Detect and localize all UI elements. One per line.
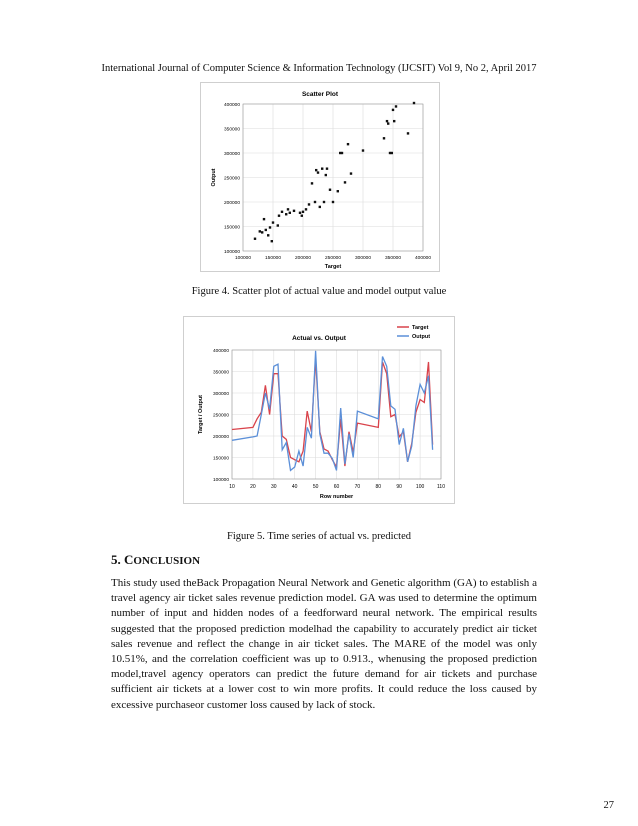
data-point — [362, 149, 364, 151]
x-tick-label: 40 — [291, 484, 298, 490]
figure-4-scatter-plot — [200, 82, 440, 272]
data-point — [323, 201, 325, 203]
data-point — [301, 215, 303, 217]
data-point — [254, 238, 256, 240]
section-number: 5. C — [111, 552, 134, 567]
data-point — [302, 211, 304, 213]
data-point — [281, 211, 283, 213]
page-number: 27 — [603, 800, 614, 811]
data-point — [278, 215, 280, 217]
section-title: ONCLUSION — [133, 555, 201, 567]
data-point — [321, 167, 323, 169]
data-point — [259, 230, 261, 232]
data-point — [293, 210, 295, 212]
data-point — [271, 240, 273, 242]
data-point — [311, 182, 313, 184]
data-point — [314, 201, 316, 203]
x-tick-label: 400000 — [414, 256, 432, 261]
y-axis-label: Output — [211, 168, 217, 187]
data-point — [263, 218, 265, 220]
y-tick-label: 150000 — [223, 225, 240, 231]
data-point — [285, 213, 287, 215]
data-point — [392, 109, 394, 111]
data-point — [308, 203, 310, 205]
y-axis-label: Target / Output — [198, 394, 204, 435]
x-tick-label: 90 — [396, 484, 402, 490]
x-tick-label: 100000 — [234, 256, 252, 261]
x-tick-label: 300000 — [354, 256, 372, 261]
y-tick-label: 200000 — [212, 435, 229, 440]
y-tick-label: 350000 — [212, 370, 229, 376]
line-chart — [184, 317, 454, 503]
y-tick-label: 100000 — [212, 478, 229, 483]
data-point — [347, 143, 349, 145]
conclusion-paragraph: This study used theBack Propagation Neural Network and Genetic algorithm (GA) to establish a travel agency air ticket sales revenue prediction model. GA was used to determine the optimum number of input and hidden nodes of a feedforward neural network. The empirical results suggested that the proposed prediction modelhad the capability to accurately predict air ticket sales revenue and reflect the change in air ticket sales. The MARE of the model was only 10.51%, and the correlation coefficient was up to 0.913., whenusing the proposed prediction model,travel agency operators can predict the future demand for air tickets and purchase sufficient air tickets at a lower cost to win more profits. It could reduce the loss caused by excessive purchaseor customer loss caused by lack of stock. — [111, 577, 537, 711]
data-point — [267, 234, 269, 236]
data-point — [337, 190, 339, 192]
x-tick-label: 80 — [375, 484, 382, 490]
x-tick-label: 250000 — [324, 256, 342, 261]
data-point — [395, 105, 397, 107]
data-point — [305, 208, 307, 210]
chart-title: Scatter Plot — [301, 91, 339, 98]
y-tick-label: 400000 — [212, 349, 229, 354]
y-tick-label: 150000 — [212, 456, 229, 462]
data-point — [319, 206, 321, 208]
data-point — [299, 212, 301, 214]
data-point — [393, 120, 395, 122]
x-axis-label: Target — [324, 264, 342, 270]
legend-label-output: Output — [412, 334, 431, 340]
y-tick-label: 400000 — [223, 103, 240, 108]
data-point — [341, 152, 343, 154]
data-point — [287, 208, 289, 210]
figure-5-time-series — [183, 316, 455, 504]
x-tick-label: 110 — [437, 484, 445, 490]
scatter-chart — [201, 83, 439, 271]
x-tick-label: 150000 — [264, 256, 282, 261]
section-heading — [111, 552, 200, 568]
data-point — [265, 229, 267, 231]
x-tick-label: 200000 — [294, 256, 312, 261]
y-tick-label: 250000 — [223, 176, 240, 182]
y-tick-label: 350000 — [223, 127, 240, 133]
y-tick-label: 200000 — [223, 201, 240, 206]
x-tick-label: 10 — [229, 484, 235, 490]
x-tick-label: 50 — [312, 484, 319, 490]
data-point — [289, 212, 291, 214]
data-point — [326, 167, 328, 169]
data-point — [332, 201, 334, 203]
chart-title: Actual vs. Output — [292, 335, 346, 342]
data-point — [269, 226, 271, 228]
figure-4-caption: Figure 4. Scatter plot of actual value and model output value — [191, 286, 447, 297]
data-point — [407, 132, 409, 134]
journal-header: International Journal of Computer Science & Information Technology (IJCSIT) Vol 9, No 2, April 2017 — [101, 63, 537, 74]
x-tick-label: 30 — [271, 484, 277, 490]
legend-label-target: Target — [412, 325, 429, 331]
data-point — [315, 169, 317, 171]
series-line-output — [232, 351, 433, 471]
data-point — [383, 137, 385, 139]
x-tick-label: 350000 — [384, 256, 402, 261]
y-tick-label: 250000 — [212, 413, 229, 419]
data-point — [387, 122, 389, 124]
x-tick-label: 20 — [250, 484, 256, 490]
data-point — [344, 181, 346, 183]
data-point — [325, 174, 327, 176]
data-point — [277, 224, 279, 226]
data-point — [413, 102, 415, 104]
y-tick-label: 300000 — [212, 392, 229, 397]
x-tick-label: 70 — [354, 484, 361, 490]
data-point — [329, 189, 331, 191]
figure-5-caption: Figure 5. Time series of actual vs. predicted — [226, 531, 411, 542]
data-point — [391, 152, 393, 154]
y-tick-label: 300000 — [223, 152, 240, 157]
data-point — [317, 171, 319, 173]
y-tick-label: 100000 — [223, 250, 240, 255]
x-tick-label: 60 — [333, 484, 340, 490]
data-point — [272, 221, 274, 223]
x-axis-label: Row number — [319, 494, 354, 500]
data-point — [386, 120, 388, 122]
x-tick-label: 100 — [415, 484, 425, 490]
data-point — [261, 231, 263, 233]
data-point — [350, 172, 352, 174]
